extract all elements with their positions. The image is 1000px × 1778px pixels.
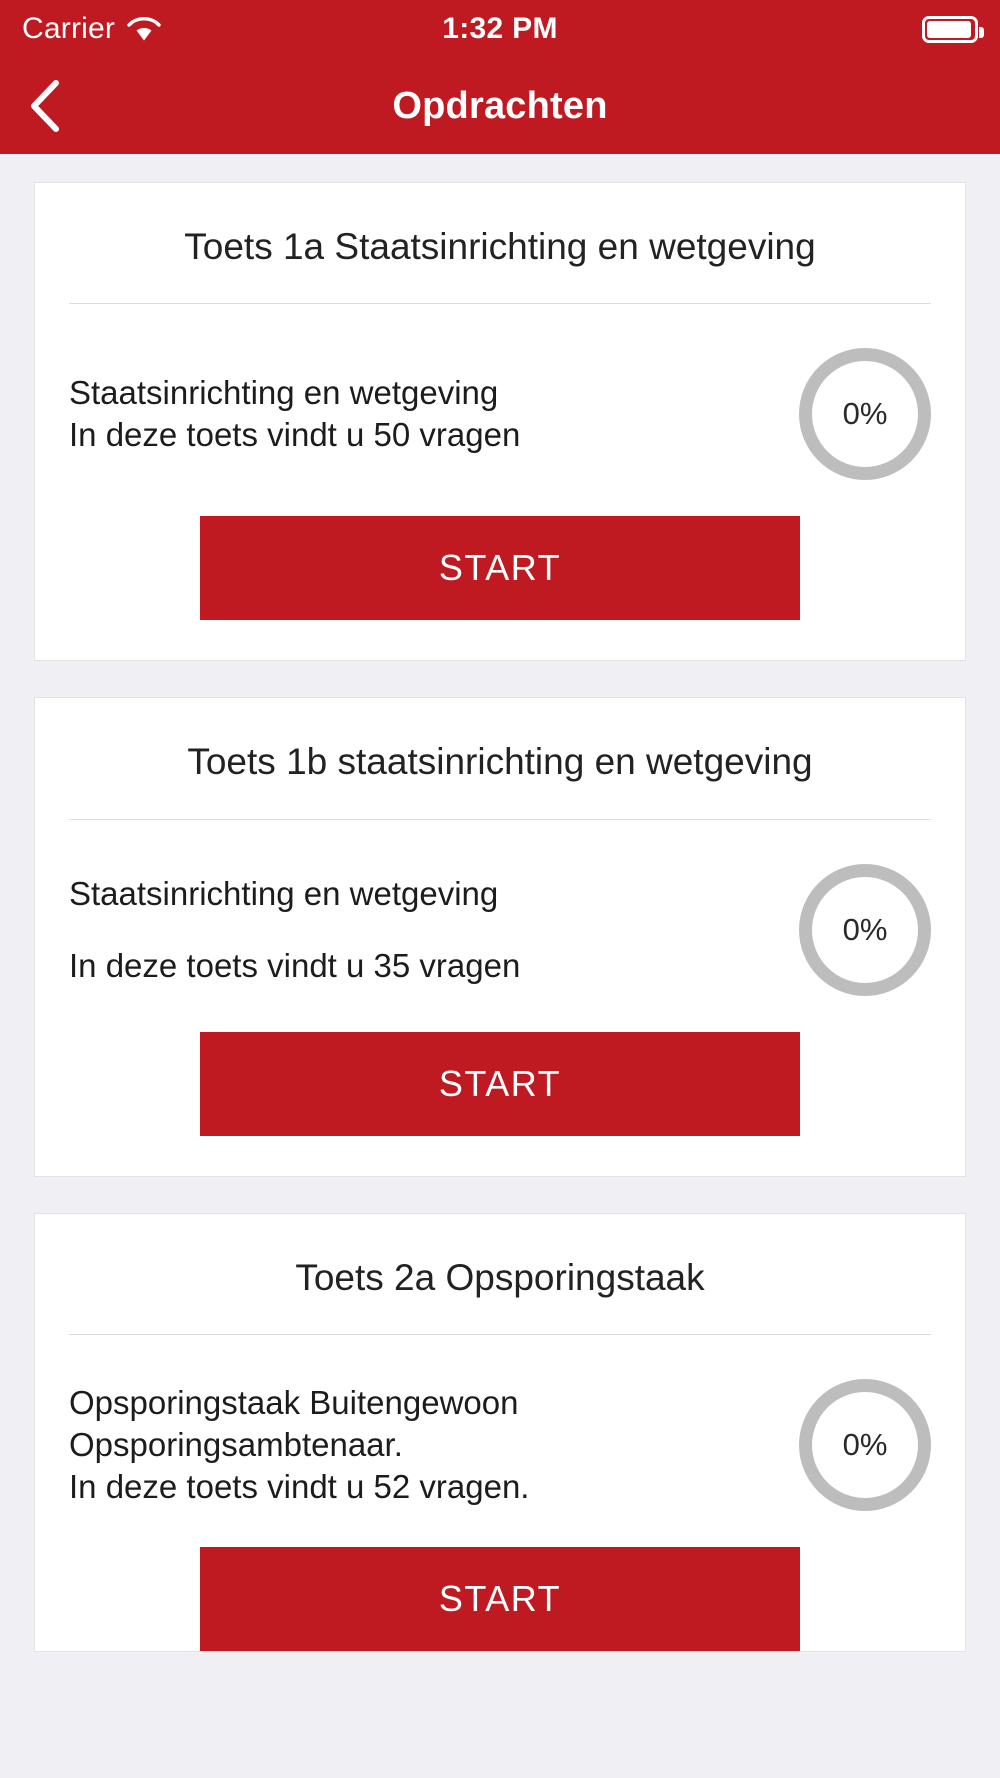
toets-card[interactable] (34, 182, 966, 661)
start-button[interactable]: START (200, 1547, 800, 1651)
toets-title: Toets 1b staatsinrichting en wetgeving (187, 741, 813, 783)
toets-description-line2: In deze toets vindt u 35 vragen (69, 946, 521, 984)
progress-percent: 0% (842, 1427, 888, 1463)
toets-description-line2: In deze toets vindt u 52 vragen. (69, 1468, 530, 1506)
progress-ring (799, 348, 931, 480)
status-bar-right (922, 16, 978, 43)
battery-icon (922, 16, 978, 43)
toets-body (35, 304, 965, 490)
toets-description-line1: Opsporingstaak Buitengewoon Opsporingsambtenaar. (69, 1383, 519, 1464)
carrier-label: Carrier (22, 12, 116, 45)
progress-percent: 0% (842, 396, 888, 432)
toets-description (69, 1382, 779, 1509)
page-title: Opdrachten (392, 84, 608, 127)
toets-description (69, 372, 779, 456)
toets-title: Toets 1a Staatsinrichting en wetgeving (184, 226, 816, 267)
toets-card[interactable] (34, 697, 966, 1176)
start-button[interactable]: START (200, 516, 800, 620)
opdrachten-list[interactable] (0, 154, 1000, 1778)
toets-description-line1: Staatsinrichting en wetgeving (69, 874, 499, 912)
toets-description (69, 873, 779, 987)
back-button[interactable] (0, 58, 90, 154)
toets-body (35, 1335, 965, 1521)
chevron-left-icon (28, 79, 62, 133)
progress-ring (799, 864, 931, 996)
progress-ring (799, 1379, 931, 1511)
toets-title: Toets 2a Opsporingstaak (295, 1256, 705, 1298)
status-time: 1:32 PM (442, 12, 558, 45)
toets-card[interactable] (34, 1213, 966, 1652)
status-bar (0, 0, 1000, 58)
start-button[interactable]: START (200, 1032, 800, 1136)
progress-percent: 0% (842, 911, 888, 947)
toets-description-line1: Staatsinrichting en wetgeving (69, 374, 499, 412)
nav-bar (0, 58, 1000, 154)
toets-description-line2: In deze toets vindt u 50 vragen (69, 416, 521, 454)
toets-body (35, 820, 965, 1006)
